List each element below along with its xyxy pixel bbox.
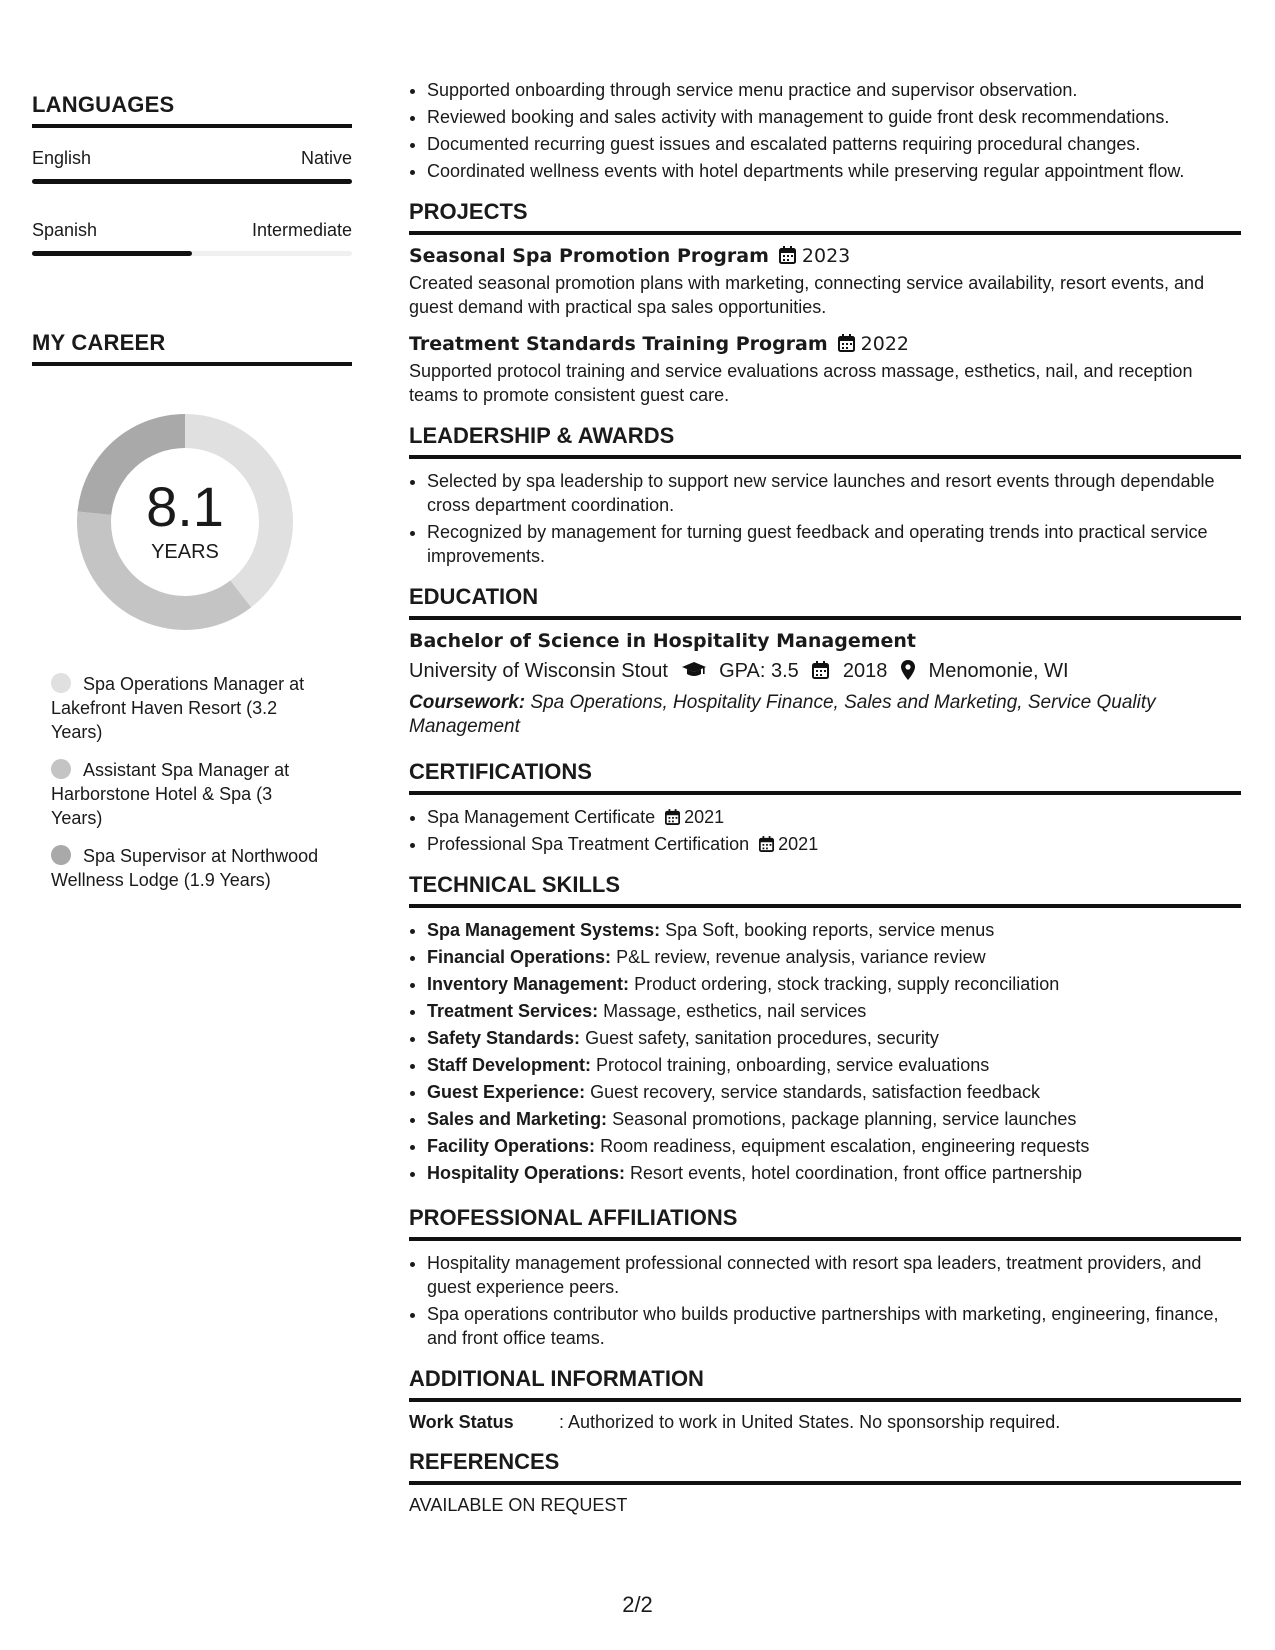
- certification-year: 2021: [778, 834, 819, 854]
- coursework-label: Coursework:: [409, 692, 526, 713]
- coursework-list: Spa Operations, Hospitality Finance, Sales and Marketing, Service Quality Management: [409, 692, 1156, 737]
- skill-item: [427, 1026, 1241, 1050]
- skill-label: Hospitality Operations:: [427, 1163, 626, 1183]
- certification-item: [427, 832, 1241, 856]
- language-entry: [32, 148, 352, 184]
- skill-value: Resort events, hotel coordination, front office partnership: [630, 1163, 1082, 1183]
- leadership-list: [409, 469, 1241, 568]
- skill-item: [427, 1161, 1241, 1185]
- leadership-item: • Recognized by management for turning guest feedback and operating trends into practical service improvements.: [427, 520, 1241, 568]
- additional-heading: ADDITIONAL INFORMATION: [409, 1366, 1241, 1402]
- skill-label: Sales and Marketing:: [427, 1109, 608, 1129]
- references-section: [409, 1449, 1241, 1516]
- calendar-icon: [779, 246, 796, 264]
- calendar-icon: [812, 661, 829, 679]
- work-status-value: : Authorized to work in United States. No sponsorship required.: [559, 1412, 1061, 1432]
- education-gpa: GPA: 3.5: [719, 660, 799, 682]
- affiliation-item: • Hospitality management professional connected with resort spa leaders, treatment providers, and guest experience peers.: [427, 1251, 1241, 1299]
- language-entry: [32, 220, 352, 256]
- calendar-icon: [759, 836, 774, 852]
- language-proficiency-bar: [32, 251, 352, 256]
- references-heading: REFERENCES: [409, 1449, 1241, 1485]
- skill-value: Protocol training, onboarding, service evaluations: [596, 1055, 990, 1075]
- projects-heading: PROJECTS: [409, 199, 1241, 235]
- education-coursework: [409, 691, 1241, 739]
- references-text: AVAILABLE ON REQUEST: [409, 1495, 628, 1515]
- skill-label: Inventory Management:: [427, 974, 630, 994]
- skill-label: Spa Management Systems:: [427, 920, 661, 940]
- career-item-text: Spa Supervisor at Northwood Wellness Lodge (1.9 Years): [51, 846, 319, 890]
- language-level: Native: [300, 148, 352, 168]
- page-number: 2/2: [622, 1592, 653, 1617]
- work-status-row: [409, 1412, 1241, 1433]
- certifications-list: [409, 805, 1241, 856]
- education-section: [409, 584, 1241, 739]
- leadership-item: • Selected by spa leadership to support new service launches and resort events through dependable cross department coordination.: [427, 469, 1241, 517]
- skills-section: [409, 872, 1241, 1185]
- project-description: Supported protocol training and service evaluations across massage, esthetics, nail, and reception teams to promote consistent guest care.: [409, 361, 1193, 405]
- education-degree: Bachelor of Science in Hospitality Management: [409, 630, 916, 652]
- skill-label: Guest Experience:: [427, 1082, 586, 1102]
- education-year: 2018: [842, 660, 888, 682]
- career-total-years: 8.1: [146, 474, 224, 538]
- graduation-cap-icon: [682, 662, 706, 678]
- language-name: Spanish: [32, 220, 98, 240]
- project-description: Created seasonal promotion plans with marketing, connecting service availability, resort events, and guest demand with practical spa sales opportunities.: [409, 273, 1205, 317]
- experience-bullet: • Supported onboarding through service menu practice and supervisor observation.: [427, 78, 1241, 102]
- career-item: [51, 672, 321, 744]
- affiliations-heading: PROFESSIONAL AFFILIATIONS: [409, 1205, 1241, 1241]
- skill-label: Financial Operations:: [427, 947, 612, 967]
- skill-item: [427, 999, 1241, 1023]
- career-item-text: Assistant Spa Manager at Harborstone Hotel & Spa (3 Years): [51, 760, 290, 828]
- legend-dot: [51, 759, 71, 779]
- projects-section: [409, 199, 1241, 407]
- project-title: Seasonal Spa Promotion Program: [409, 245, 769, 267]
- calendar-icon: [838, 334, 855, 352]
- additional-section: [409, 1366, 1241, 1433]
- education-location: Menomonie, WI: [928, 660, 1069, 682]
- skill-item: [427, 1080, 1241, 1104]
- skill-item: [427, 918, 1241, 942]
- education-heading: EDUCATION: [409, 584, 1241, 620]
- certifications-heading: CERTIFICATIONS: [409, 759, 1241, 795]
- legend-dot: [51, 673, 71, 693]
- career-item: [51, 758, 321, 830]
- skill-label: Treatment Services:: [427, 1001, 599, 1021]
- skill-item: [427, 1134, 1241, 1158]
- skill-value: Spa Soft, booking reports, service menus: [665, 920, 995, 940]
- main-column: [409, 78, 1241, 1516]
- certifications-section: [409, 759, 1241, 856]
- education-meta: [409, 660, 1241, 683]
- language-proficiency-bar: [32, 179, 352, 184]
- career-years-unit: YEARS: [151, 540, 219, 563]
- career-heading: MY CAREER: [32, 330, 352, 366]
- affiliations-list: [409, 1251, 1241, 1350]
- skill-label: Safety Standards:: [427, 1028, 581, 1048]
- experience-bullet: • Coordinated wellness events with hotel departments while preserving regular appointment flow.: [427, 159, 1241, 183]
- language-name: English: [32, 148, 92, 168]
- skills-heading: TECHNICAL SKILLS: [409, 872, 1241, 908]
- skill-item: [427, 1053, 1241, 1077]
- skill-label: Staff Development:: [427, 1055, 592, 1075]
- skill-value: Massage, esthetics, nail services: [603, 1001, 867, 1021]
- skill-item: [427, 1107, 1241, 1131]
- skill-label: Facility Operations:: [427, 1136, 596, 1156]
- work-status-label: Work Status: [409, 1412, 514, 1432]
- career-list: [51, 672, 321, 892]
- skill-value: Guest recovery, service standards, satisfaction feedback: [590, 1082, 1040, 1102]
- project-year: 2022: [860, 333, 910, 355]
- language-proficiency-fill: [32, 251, 192, 256]
- sidebar: [32, 92, 352, 906]
- certification-item: [427, 805, 1241, 829]
- certification-year: 2021: [684, 807, 725, 827]
- location-pin-icon: [901, 660, 915, 680]
- education-school: University of Wisconsin Stout: [409, 660, 668, 682]
- skills-list: [409, 918, 1241, 1185]
- experience-bullets: [409, 78, 1241, 183]
- language-proficiency-fill: [32, 179, 352, 184]
- skill-item: [427, 945, 1241, 969]
- experience-bullet: • Documented recurring guest issues and escalated patterns requiring procedural changes.: [427, 132, 1241, 156]
- affiliations-section: [409, 1205, 1241, 1350]
- skill-item: [427, 972, 1241, 996]
- affiliation-item: • Spa operations contributor who builds productive partnerships with marketing, engineering, finance, and front office teams.: [427, 1302, 1241, 1350]
- skill-value: Product ordering, stock tracking, supply reconciliation: [634, 974, 1060, 994]
- leadership-heading: LEADERSHIP & AWARDS: [409, 423, 1241, 459]
- legend-dot: [51, 845, 71, 865]
- project-title-row: [409, 245, 1241, 267]
- languages-heading: LANGUAGES: [32, 92, 352, 128]
- project-year: 2023: [801, 245, 851, 267]
- certification-name: Spa Management Certificate: [427, 807, 656, 827]
- calendar-icon: [665, 809, 680, 825]
- project-title: Treatment Standards Training Program: [409, 333, 828, 355]
- skill-value: P&L review, revenue analysis, variance review: [616, 947, 986, 967]
- career-item: [51, 844, 321, 892]
- leadership-section: [409, 423, 1241, 568]
- skill-value: Seasonal promotions, package planning, service launches: [612, 1109, 1077, 1129]
- language-level: Intermediate: [251, 220, 352, 240]
- skill-value: Room readiness, equipment escalation, engineering requests: [600, 1136, 1090, 1156]
- experience-bullet: • Reviewed booking and sales activity with management to guide front desk recommendations.: [427, 105, 1241, 129]
- certification-name: Professional Spa Treatment Certification: [427, 834, 750, 854]
- career-donut: [65, 402, 305, 642]
- skill-value: Guest safety, sanitation procedures, security: [585, 1028, 939, 1048]
- career-item-text: Spa Operations Manager at Lakefront Haven Resort (3.2 Years): [51, 674, 305, 742]
- project-title-row: [409, 333, 1241, 355]
